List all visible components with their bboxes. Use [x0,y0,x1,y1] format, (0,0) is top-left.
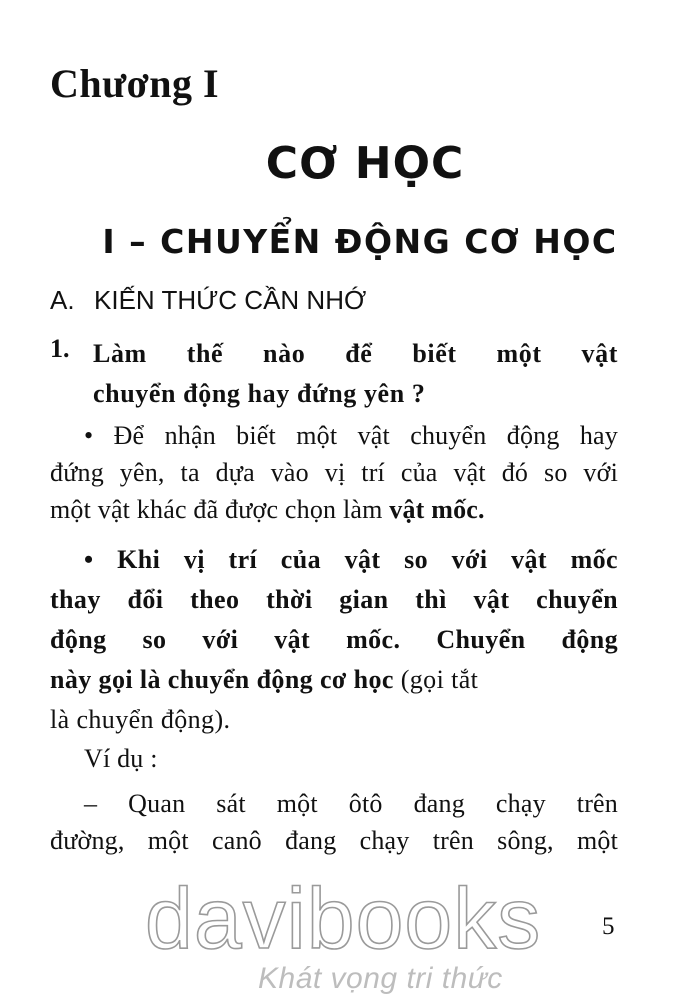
paragraph-line: thay đổi theo thời gian thì vật chuyển [50,585,618,614]
paragraph-line: động so với vật mốc. Chuyển động [50,625,618,654]
paragraph-line: – Quan sát một ôtô đang chạy trên [84,789,618,818]
paragraph-line [50,660,618,700]
example-label-text: Ví dụ : [84,744,158,773]
subsection-heading [50,285,366,316]
question-line: chuyển động hay đứng yên ? [93,379,426,408]
paragraph-example [50,785,618,859]
paragraph-definition [50,417,618,528]
question-line: Làm thế nào để biết một vật [93,339,618,368]
paragraph-text: một vật khác đã được chọn làm [50,495,390,524]
paragraph-mechanical-motion [50,540,618,740]
paragraph-line: • Khi vị trí của vật so với vật mốc [84,545,618,574]
lesson-title: I – CHUYỂN ĐỘNG CƠ HỌC [102,222,618,261]
paragraph-line [50,491,618,528]
bold-term: vật mốc. [389,495,485,524]
paragraph-line: đứng yên, ta dựa vào vị trí của vật đó so với [50,458,618,487]
paragraph-text: (gọi tắt [393,665,479,694]
question-number: 1. [50,334,70,363]
page-number: 5 [602,913,615,940]
paragraph-line: đường, một canô đang chạy trên sông, một [50,826,618,855]
section-title: CƠ HỌC [265,138,465,189]
subsection-heading-text: KIẾN THỨC CẦN NHỚ [94,285,367,315]
example-label [50,740,618,777]
bold-term: này gọi là chuyển động cơ học [50,665,394,694]
paragraph-line: là chuyển động). [50,705,231,734]
chapter-heading: Chương I [50,61,220,106]
question-text [93,334,618,414]
watermark-slogan: Khát vọng tri thức [258,962,503,995]
watermark-brand: davibooks [145,871,542,967]
subsection-marker: A. [50,285,75,315]
paragraph-line: • Để nhận biết một vật chuyển động hay [84,421,618,450]
